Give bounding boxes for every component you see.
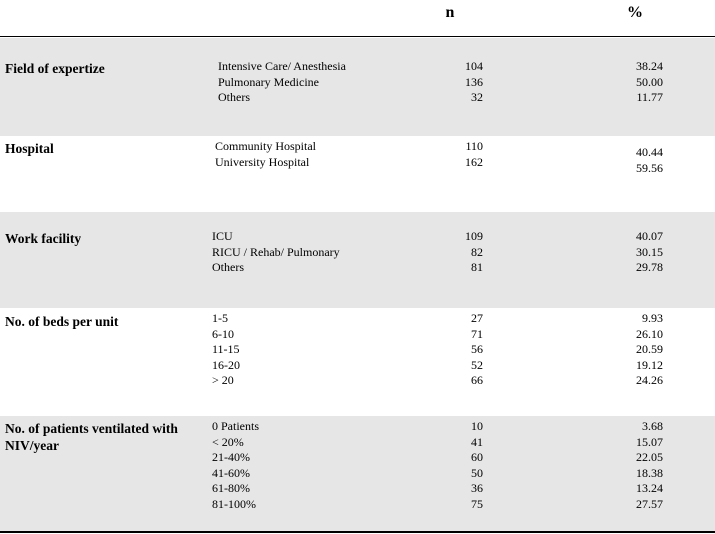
- percent-column: [600, 419, 663, 513]
- list-item: 6-10: [212, 326, 234, 341]
- count-value: 162: [465, 154, 483, 169]
- percent-value: 38.24: [636, 59, 663, 73]
- percent-value: 24.26: [636, 373, 663, 388]
- percent-value: 19.12: [636, 357, 663, 372]
- count-column: [433, 419, 483, 513]
- count-value: 82: [471, 244, 483, 259]
- header-n: n: [445, 4, 455, 21]
- list-item: 1-5: [212, 311, 228, 325]
- percent-column: [600, 311, 663, 389]
- list-item: Pulmonary Medicine: [218, 74, 319, 89]
- list-item: 0 Patients: [212, 419, 259, 433]
- list-item: Others: [218, 90, 250, 105]
- item-list: [215, 139, 425, 170]
- count-value: 10: [471, 419, 483, 433]
- percent-value: 20.59: [636, 342, 663, 357]
- percent-value: 3.68: [642, 419, 663, 433]
- bottom-rule: [0, 531, 715, 533]
- count-value: 110: [465, 139, 483, 153]
- table-row: [0, 136, 715, 212]
- count-value: 81: [471, 260, 483, 275]
- list-item: ICU: [212, 229, 233, 243]
- table-row: [0, 38, 715, 136]
- count-value: 71: [471, 326, 483, 341]
- list-item: 41-60%: [212, 465, 250, 480]
- item-list: [212, 311, 422, 389]
- count-value: 136: [465, 74, 483, 89]
- percent-value: 30.15: [636, 244, 663, 259]
- count-value: 60: [471, 450, 483, 465]
- percent-value: 59.56: [636, 160, 663, 175]
- item-list: [218, 59, 428, 106]
- percent-value: 18.38: [636, 465, 663, 480]
- list-item: 61-80%: [212, 481, 250, 496]
- percent-column: [600, 229, 663, 276]
- count-column: [433, 59, 483, 106]
- list-item: Intensive Care/ Anesthesia: [218, 59, 346, 73]
- list-item: Others: [212, 260, 244, 275]
- percent-value: 9.93: [642, 311, 663, 325]
- count-value: 56: [471, 342, 483, 357]
- count-value: 50: [471, 465, 483, 480]
- percent-value: 13.24: [636, 481, 663, 496]
- percent-value: 15.07: [636, 434, 663, 449]
- percent-value: 22.05: [636, 450, 663, 465]
- count-value: 36: [471, 481, 483, 496]
- category-label: Hospital: [5, 141, 54, 156]
- count-value: 109: [465, 229, 483, 243]
- percent-value: 50.00: [636, 74, 663, 89]
- list-item: RICU / Rehab/ Pulmonary: [212, 244, 340, 259]
- table-row: [0, 308, 715, 416]
- category-label: No. of beds per unit: [5, 314, 119, 329]
- percent-value: 27.57: [636, 496, 663, 511]
- category-label: Field of expertize: [5, 61, 105, 76]
- category-label: Work facility: [5, 231, 82, 246]
- table-row: [0, 416, 715, 531]
- count-column: [433, 229, 483, 276]
- count-column: [433, 311, 483, 389]
- count-value: 66: [471, 373, 483, 388]
- list-item: University Hospital: [215, 154, 310, 169]
- table-header: [0, 0, 715, 37]
- count-value: 52: [471, 357, 483, 372]
- list-item: > 20: [212, 373, 234, 388]
- percent-value: 40.07: [636, 229, 663, 243]
- item-list: [212, 419, 422, 513]
- list-item: 11-15: [212, 342, 240, 357]
- percent-value: 29.78: [636, 260, 663, 275]
- table-row: [0, 212, 715, 308]
- list-item: < 20%: [212, 434, 244, 449]
- percent-value: 26.10: [636, 326, 663, 341]
- count-value: 41: [471, 434, 483, 449]
- count-value: 75: [471, 496, 483, 511]
- count-value: 27: [471, 311, 483, 325]
- count-value: 32: [471, 90, 483, 105]
- list-item: 81-100%: [212, 496, 256, 511]
- list-item: 21-40%: [212, 450, 250, 465]
- percent-column: [600, 145, 663, 176]
- header-percent: %: [627, 4, 643, 21]
- percent-value: 40.44: [636, 145, 663, 159]
- count-column: [433, 139, 483, 170]
- list-item: Community Hospital: [215, 139, 317, 153]
- category-label: No. of patients ventilated with NIV/year: [5, 421, 178, 453]
- list-item: 16-20: [212, 357, 240, 372]
- item-list: [212, 229, 422, 276]
- percent-column: [600, 59, 663, 106]
- count-value: 104: [465, 59, 483, 73]
- percent-value: 11.77: [636, 90, 663, 105]
